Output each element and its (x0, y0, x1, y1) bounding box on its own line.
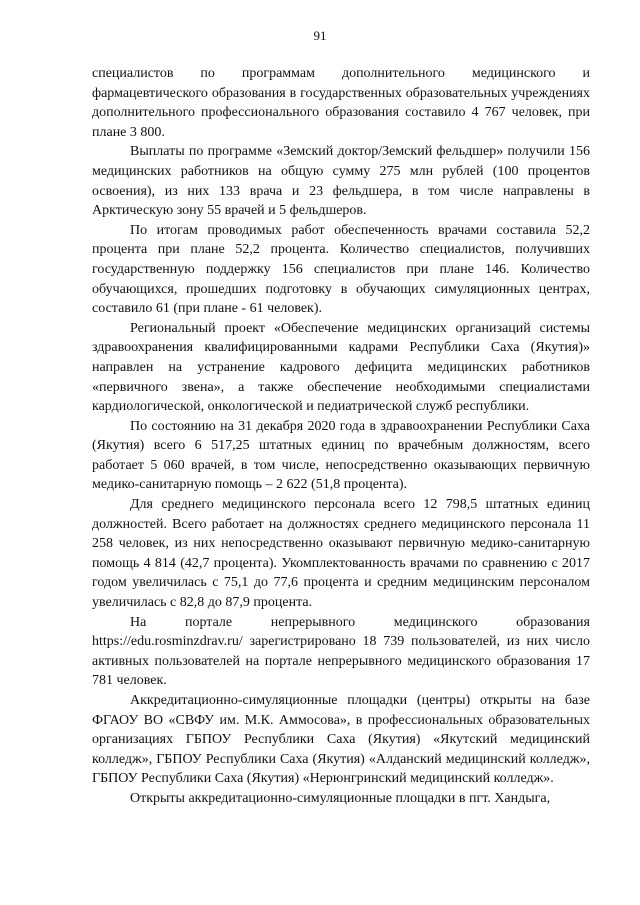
paragraph-continued: специалистов по программам дополнительного медицинского и фармацевтического образования в государственных образовательных учреждениях дополнительного профессионального образования составило 4 767 человек, при плане 3 800. (92, 66, 590, 140)
paragraph-nursing-staff: Для среднего медицинского персонала всего 12 798,5 штатных единиц должностей. Всего работает на должностях среднего медицинского персонала 11 258 человек, из них непосредственно оказывают первичную медико-санитарную помощь 4 814 (42,7 процента). Укомплектованность врачами по сравнению с 2017 годом увеличилась с 75,1 до 77,6 процента и средним медицинским персоналом увеличилась с 82,8 до 87,9 процента. (92, 497, 590, 611)
page-number: 91 (313, 28, 327, 43)
paragraph-doctor-supply: По итогам проводимых работ обеспеченность врачами составила 52,2 процента при плане 52,2 процента. Количество специалистов, получивших государственную поддержку 156 специалистов при плане 146. Количество обучающихся, прошедших подготовку в обучающих симуляционных центрах, составило 61 (при плане - 61 человек). (92, 222, 590, 317)
paragraph-simulation-sites: Открыты аккредитационно-симуляционные площадки в пгт. Хандыга, (130, 790, 551, 806)
document-body (92, 64, 590, 809)
paragraph-regional-project: Региональный проект «Обеспечение медицинских организаций системы здравоохранения квалифицированными кадрами Республики Саха (Якутия)» направлен на устранение кадрового дефицита медицинских работников «первичного звена», а также обеспечение необходимыми специалистами кардиологической, онкологической и педиатрической служб республики. (92, 320, 590, 415)
paragraph-education-portal: На портале непрерывного медицинского образования https://edu.rosminzdrav.ru/ зарегистрировано 18 739 пользователей, из них число активных пользователей на портале непрерывного медицинского образования 17 781 человек. (92, 614, 590, 689)
paragraph-zemsky-doctor: Выплаты по программе «Земский доктор/Земский фельдшер» получили 156 медицинских работников на общую сумму 275 млн рублей (100 процентов освоения), из них 133 врача и 23 фельдшера, в том числе направлены в Арктическую зону 55 врачей и 5 фельдшеров. (92, 144, 590, 219)
paragraph-simulation-centers: Аккредитационно-симуляционные площадки (центры) открыты на базе ФГАОУ ВО «СВФУ им. М.К. Аммосова», в профессиональных образовательных организациях ГБПОУ Республики Саха (Якутия) «Якутский медицинский колледж», ГБПОУ Республики Саха (Якутия) «Алданский медицинский колледж», ГБПОУ Республики Саха (Якутия) «Нерюнгринский медицинский колледж». (92, 693, 590, 787)
paragraph-doctor-staffing: По состоянию на 31 декабря 2020 года в здравоохранении Республики Саха (Якутия) всего 6 517,25 штатных единиц по врачебным должностям, всего работает 5 060 врачей, в том числе, непосредственно оказывающих первичную медико-санитарную помощь – 2 622 (51,8 процента). (92, 418, 590, 493)
